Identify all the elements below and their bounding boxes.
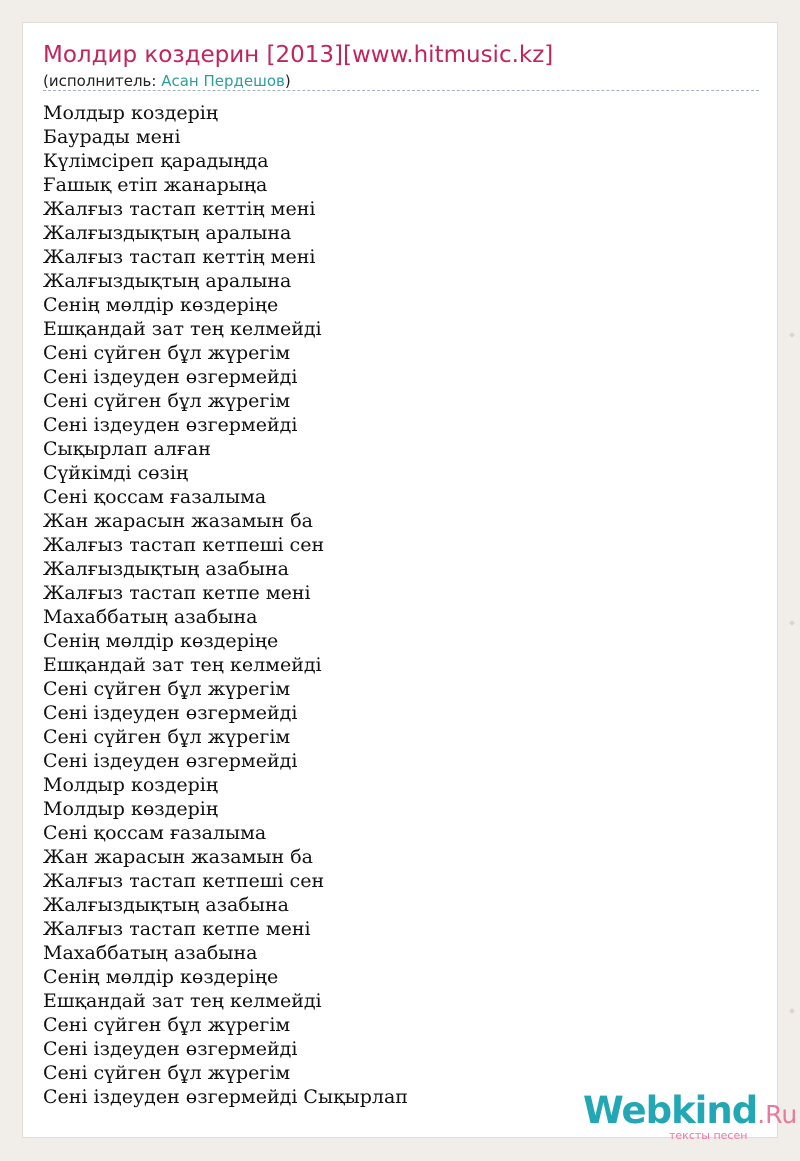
artist-link[interactable]: Асан Пердешов bbox=[161, 72, 285, 90]
artist-suffix: ) bbox=[284, 72, 291, 90]
lyric-line: Сені сүйген бұл жүрегім bbox=[43, 390, 291, 412]
lyric-line: Жалғыз тастап кеттің мені bbox=[43, 198, 316, 220]
lyric-line: Сенің мөлдір көздеріңе bbox=[43, 966, 279, 988]
lyric-line: Сені қоссам ғазалыма bbox=[43, 822, 267, 844]
lyric-line: Сенің мөлдір көздеріңе bbox=[43, 294, 279, 316]
song-title: Молдир коздерин [2013][www.hitmusic.kz] bbox=[43, 42, 554, 68]
lyric-line: Сені іздеуден өзгермейді bbox=[43, 702, 298, 724]
lyric-line: Ешқандай зат тең келмейді bbox=[43, 654, 322, 676]
artist-prefix: (исполнитель: bbox=[43, 72, 162, 90]
lyric-line: Сенің мөлдір көздеріңе bbox=[43, 630, 279, 652]
lyric-line: Сені сүйген бұл жүрегім bbox=[43, 726, 291, 748]
artist-line bbox=[43, 72, 291, 90]
lyric-line: Жалғыздықтың азабына bbox=[43, 558, 289, 580]
lyric-line: Сені іздеуден өзгермейді bbox=[43, 1038, 298, 1060]
lyric-line: Сені сүйген бұл жүрегім bbox=[43, 678, 291, 700]
lyric-line: Жалғыздықтың аралына bbox=[43, 270, 292, 292]
lyric-line: Сені сүйген бұл жүрегім bbox=[43, 342, 291, 364]
lyric-line: Ешқандай зат тең келмейді bbox=[43, 318, 322, 340]
lyric-line: Жалғыз тастап кеттің мені bbox=[43, 246, 316, 268]
lyric-line: Сықырлап алған bbox=[43, 438, 211, 460]
logo-tagline: тексты песен bbox=[669, 1129, 748, 1142]
lyric-line: Күлімсіреп қарадыңда bbox=[43, 150, 269, 172]
lyrics-text bbox=[43, 101, 408, 1109]
lyric-line: Ешқандай зат тең келмейді bbox=[43, 990, 322, 1012]
lyric-line: Жалғыз тастап кетпе мені bbox=[43, 918, 311, 940]
decorative-mark bbox=[789, 1008, 795, 1014]
lyric-line: Жан жарасын жазамын ба bbox=[43, 510, 314, 532]
lyric-line: Ғашық етіп жанарыңа bbox=[43, 174, 268, 196]
lyrics-card bbox=[22, 22, 798, 1142]
logo-tld-text: .Ru bbox=[757, 1100, 798, 1129]
lyric-line: Сені сүйген бұл жүрегім bbox=[43, 1062, 291, 1084]
title-divider bbox=[43, 90, 759, 91]
lyric-line: Жалғыздықтың аралына bbox=[43, 222, 292, 244]
lyric-line: Сені қоссам ғазалыма bbox=[43, 486, 267, 508]
webkind-logo[interactable] bbox=[583, 1089, 798, 1143]
lyric-line: Жалғыздықтың азабына bbox=[43, 894, 289, 916]
lyric-line: Сені іздеуден өзгермейді bbox=[43, 366, 298, 388]
lyric-line: Молдыр коздерің bbox=[43, 102, 219, 124]
lyric-line: Махаббатың азабына bbox=[43, 606, 258, 628]
lyric-line: Сені іздеуден өзгермейді bbox=[43, 750, 298, 772]
lyric-line: Жалғыз тастап кетпеші сен bbox=[43, 534, 325, 556]
lyric-line: Жалғыз тастап кетпе мені bbox=[43, 582, 311, 604]
decorative-mark bbox=[789, 620, 795, 626]
lyric-line: Сені іздеуден өзгермейді Сықырлап bbox=[43, 1086, 408, 1108]
decorative-mark bbox=[789, 332, 795, 338]
lyric-line: Махаббатың азабына bbox=[43, 942, 258, 964]
lyric-line: Сені сүйген бұл жүрегім bbox=[43, 1014, 291, 1036]
lyric-line: Сүйкімді сөзің bbox=[43, 462, 189, 484]
lyric-line: Сені іздеуден өзгермейді bbox=[43, 414, 298, 436]
lyric-line: Жалғыз тастап кетпеші сен bbox=[43, 870, 325, 892]
lyric-line: Молдыр көздерің bbox=[43, 798, 219, 820]
logo-main-text: Webkind bbox=[583, 1089, 758, 1132]
lyric-line: Молдыр коздерің bbox=[43, 774, 219, 796]
lyric-line: Жан жарасын жазамын ба bbox=[43, 846, 314, 868]
lyric-line: Баурады мені bbox=[43, 126, 181, 148]
